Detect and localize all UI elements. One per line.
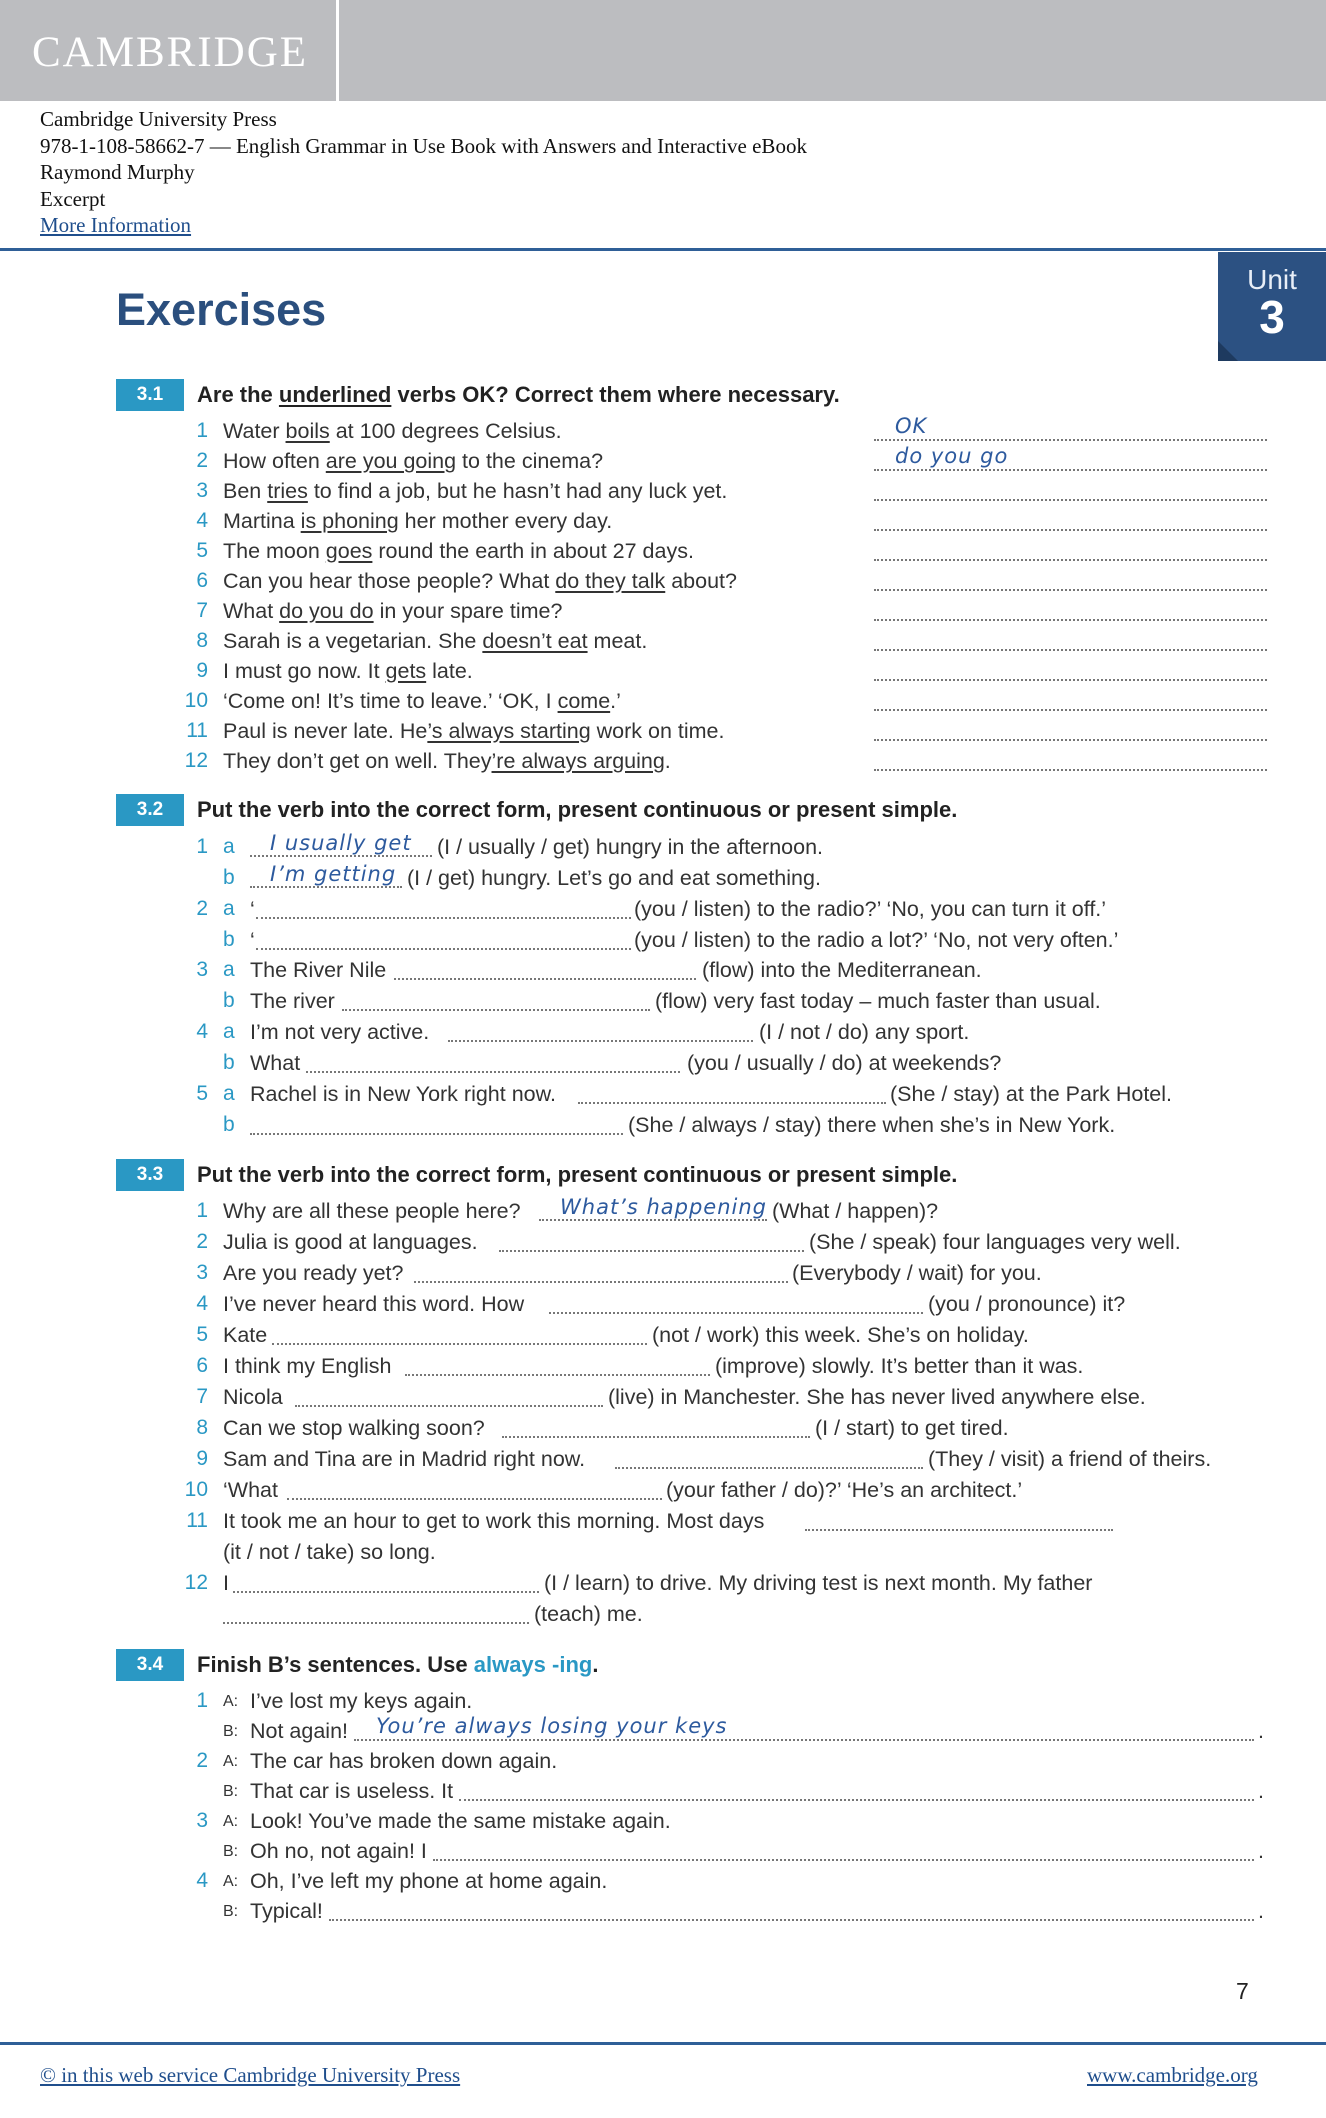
item-number: 2 — [196, 1749, 208, 1772]
item-text: Sarah is a vegetarian. She doesn’t eat meat. — [223, 629, 648, 653]
item-number: 2 — [196, 1230, 208, 1253]
item-text: Sam and Tina are in Madrid right now. — [223, 1447, 586, 1471]
speaker-b-text: Oh no, not again! I — [250, 1839, 427, 1863]
item-text: (not / work) this week. She’s on holiday. — [652, 1323, 1029, 1347]
publication-info — [40, 106, 807, 239]
item-number: 12 — [184, 1571, 208, 1594]
item-number: 3 — [196, 958, 208, 981]
speaker-a-label: A: — [223, 1693, 239, 1710]
answer-blank[interactable] — [539, 1219, 767, 1221]
answer-blank[interactable] — [874, 589, 1267, 591]
answer-blank[interactable] — [414, 1281, 788, 1283]
underlined-verb: tries — [267, 479, 308, 503]
item-text: (you / pronounce) it? — [928, 1292, 1126, 1316]
item-text: The river — [250, 989, 335, 1013]
excerpt-label: Excerpt — [40, 186, 106, 211]
answer-blank[interactable] — [459, 1799, 1254, 1801]
handwritten-answer: What’s happening — [560, 1195, 768, 1219]
underlined-verb: goes — [325, 539, 373, 563]
badge-corner — [1218, 341, 1238, 361]
answer-blank[interactable] — [329, 1919, 1254, 1921]
item-text: (She / always / stay) there when she’s in New York. — [628, 1113, 1116, 1137]
unit-number: 3 — [1259, 291, 1285, 343]
item-number: 9 — [196, 1447, 208, 1470]
item-number: 5 — [196, 1082, 208, 1105]
item-number: 1 — [196, 1199, 208, 1222]
answer-blank[interactable] — [874, 709, 1267, 711]
exercise-number: 3.1 — [116, 379, 184, 411]
exercise-number: 3.4 — [116, 1649, 184, 1681]
answer-blank[interactable] — [306, 1071, 680, 1073]
handwritten-answer: I’m getting — [270, 862, 397, 886]
underlined-verb: doesn’t eat — [482, 629, 588, 653]
answer-blank[interactable] — [233, 1591, 539, 1593]
item-text: Martina is phoning her mother every day. — [223, 509, 613, 533]
underlined-verb: do they talk — [555, 569, 666, 593]
item-number: 4 — [196, 509, 208, 532]
item-letter: a — [223, 897, 235, 920]
item-letter: b — [223, 866, 235, 889]
item-text: The moon goes round the earth in about 27 days. — [223, 539, 694, 563]
item-text: (you / listen) to the radio?’ ‘No, you can turn it off.’ — [634, 897, 1107, 921]
website-link[interactable]: www.cambridge.org — [1087, 2063, 1258, 2087]
publisher: Cambridge University Press — [40, 107, 277, 131]
answer-blank[interactable] — [874, 499, 1267, 501]
item-letter: a — [223, 958, 235, 981]
item-number: 11 — [186, 719, 208, 742]
item-text: Nicola — [223, 1385, 283, 1409]
answer-blank[interactable] — [250, 886, 402, 888]
cambridge-logo: CAMBRIDGE — [32, 29, 309, 76]
item-letter: b — [223, 928, 235, 951]
item-number: 4 — [196, 1292, 208, 1315]
exercise-3-2-header — [116, 794, 957, 826]
answer-blank[interactable] — [874, 769, 1267, 771]
item-number: 5 — [196, 1323, 208, 1346]
unit-badge — [1218, 252, 1326, 361]
item-number: 2 — [196, 897, 208, 920]
item-text: Rachel is in New York right now. — [250, 1082, 556, 1106]
exercise-instruction: Put the verb into the correct form, present continuous or present simple. — [197, 1162, 958, 1187]
handwritten-answer: I usually get — [270, 831, 412, 855]
item-letter: a — [223, 1082, 235, 1105]
item-number: 6 — [196, 1354, 208, 1377]
underlined-verb: ’s always starting — [427, 719, 591, 743]
answer-blank[interactable] — [615, 1467, 923, 1469]
item-text: Julia is good at languages. — [223, 1230, 478, 1254]
sentence-period: . — [1258, 1839, 1264, 1863]
item-text: ‘Come on! It’s time to leave.’ ‘OK, I come.’ — [223, 689, 621, 713]
underlined-verb: ’re always arguing — [491, 749, 665, 773]
item-text: (They / visit) a friend of theirs. — [928, 1447, 1212, 1471]
item-text: I must go now. It gets late. — [223, 659, 473, 683]
exercise-3-1-header — [116, 379, 840, 411]
item-text: (What / happen)? — [772, 1199, 939, 1223]
answer-blank[interactable] — [295, 1405, 603, 1407]
answer-blank[interactable] — [272, 1343, 647, 1345]
answer-blank[interactable] — [874, 619, 1267, 621]
item-number: 4 — [196, 1020, 208, 1043]
exercise-3-3-header — [116, 1159, 957, 1191]
item-text: Are you ready yet? — [223, 1261, 404, 1285]
underlined-verb: boils — [285, 419, 330, 443]
item-number: 6 — [196, 569, 208, 592]
underlined-verb: do you do — [279, 599, 374, 623]
answer-blank[interactable] — [578, 1102, 886, 1104]
answer-blank[interactable] — [499, 1250, 804, 1252]
answer-blank[interactable] — [874, 559, 1267, 561]
item-text: Can we stop walking soon? — [223, 1416, 485, 1440]
speaker-a-text: I’ve lost my keys again. — [250, 1689, 473, 1713]
underlined-verb: gets — [385, 659, 427, 683]
item-number: 1 — [196, 419, 208, 442]
item-text-continued: (teach) me. — [534, 1602, 643, 1626]
item-letter: a — [223, 835, 235, 858]
answer-blank[interactable] — [256, 948, 631, 950]
underlined-verb: are you going — [325, 449, 457, 473]
item-text: The River Nile — [250, 958, 387, 982]
item-text: I’m not very active. — [250, 1020, 430, 1044]
answer-blank[interactable] — [549, 1312, 923, 1314]
sentence-period: . — [1258, 1779, 1264, 1803]
item-number: 3 — [196, 1809, 208, 1832]
item-number: 2 — [196, 449, 208, 472]
footer-rule — [0, 2042, 1326, 2045]
answer-blank[interactable] — [250, 1133, 623, 1135]
item-text: (I / start) to get tired. — [815, 1416, 1009, 1440]
answer-blank[interactable] — [874, 439, 1267, 441]
exercise-instruction: Are the underlined verbs OK? Correct them where necessary. — [197, 382, 840, 407]
sentence-period: . — [1258, 1719, 1264, 1743]
item-text: I’ve never heard this word. How — [223, 1292, 525, 1316]
item-text: (flow) very fast today – much faster than usual. — [655, 989, 1101, 1013]
answer-blank[interactable] — [354, 1739, 1254, 1741]
item-text: What do you do in your spare time? — [223, 599, 563, 623]
item-text: ‘ — [250, 928, 255, 952]
handwritten-answer: OK — [895, 414, 928, 438]
unit-label: Unit — [1247, 264, 1297, 295]
item-text: Ben tries to find a job, but he hasn’t had any luck yet. — [223, 479, 728, 503]
underlined-verb: come — [557, 689, 611, 713]
item-text: (live) in Manchester. She has never lived anywhere else. — [608, 1385, 1146, 1409]
handwritten-answer: do you go — [895, 444, 1009, 468]
answer-blank[interactable] — [874, 529, 1267, 531]
item-number: 10 — [184, 689, 208, 712]
answer-blank[interactable] — [874, 739, 1267, 741]
item-number: 8 — [196, 1416, 208, 1439]
isbn-title: 978-1-108-58662-7 — English Grammar in Use Book with Answers and Interactive eBook — [40, 133, 807, 158]
page-title: Exercises — [116, 284, 327, 335]
item-text: (I / not / do) any sport. — [759, 1020, 970, 1044]
item-text: ‘What — [223, 1478, 278, 1502]
answer-blank[interactable] — [874, 649, 1267, 651]
answer-blank[interactable] — [223, 1622, 529, 1624]
item-number: 7 — [196, 1385, 208, 1408]
underlined-verb: is phoning — [300, 509, 399, 533]
item-number: 1 — [196, 835, 208, 858]
item-text: (She / speak) four languages very well. — [809, 1230, 1181, 1254]
speaker-b-text: Typical! — [250, 1899, 323, 1923]
item-number: 7 — [196, 599, 208, 622]
speaker-a-label: A: — [223, 1753, 239, 1770]
item-text: I — [223, 1571, 229, 1595]
item-number: 4 — [196, 1869, 208, 1892]
item-number: 8 — [196, 629, 208, 652]
answer-blank[interactable] — [405, 1374, 710, 1376]
speaker-b-label: B: — [223, 1903, 239, 1920]
exercise-number: 3.2 — [116, 794, 184, 826]
item-text: They don’t get on well. They’re always arguing. — [223, 749, 671, 773]
item-text: (She / stay) at the Park Hotel. — [890, 1082, 1173, 1106]
item-text: Can you hear those people? What do they talk about? — [223, 569, 737, 593]
speaker-b-label: B: — [223, 1783, 239, 1800]
item-text: Water boils at 100 degrees Celsius. — [223, 419, 562, 443]
item-text: (you / listen) to the radio a lot?’ ‘No, not very often.’ — [634, 928, 1119, 952]
more-information-link[interactable]: More Information — [40, 213, 192, 237]
copyright-link[interactable]: © in this web service Cambridge University Press — [40, 2063, 461, 2087]
speaker-b-label: B: — [223, 1843, 239, 1860]
answer-blank[interactable] — [502, 1436, 810, 1438]
speaker-b-text: Not again! — [250, 1719, 349, 1743]
item-text: (Everybody / wait) for you. — [792, 1261, 1042, 1285]
item-text: I think my English — [223, 1354, 392, 1378]
answer-blank[interactable] — [874, 679, 1267, 681]
item-text: (you / usually / do) at weekends? — [687, 1051, 1002, 1075]
item-text: How often are you going to the cinema? — [223, 449, 604, 473]
item-text: (I / usually / get) hungry in the afternoon. — [437, 835, 824, 859]
answer-blank[interactable] — [256, 917, 631, 919]
handwritten-answer: You’re always losing your keys — [376, 1714, 728, 1738]
item-letter: b — [223, 1051, 235, 1074]
answer-blank[interactable] — [805, 1529, 1113, 1531]
item-letter: b — [223, 1113, 235, 1136]
item-text: (I / learn) to drive. My driving test is next month. My father — [544, 1571, 1093, 1595]
exercise-instruction: Put the verb into the correct form, present continuous or present simple. — [197, 797, 958, 822]
item-letter: a — [223, 1020, 235, 1043]
speaker-a-text: Look! You’ve made the same mistake again. — [250, 1809, 671, 1833]
item-number: 12 — [184, 749, 208, 772]
item-number: 3 — [196, 1261, 208, 1284]
item-number: 3 — [196, 479, 208, 502]
exercise-number: 3.3 — [116, 1159, 184, 1191]
answer-blank[interactable] — [342, 1009, 650, 1011]
speaker-a-text: Oh, I’ve left my phone at home again. — [250, 1869, 608, 1893]
answer-blank[interactable] — [394, 978, 696, 980]
item-text: (I / get) hungry. Let’s go and eat something. — [407, 866, 821, 890]
author: Raymond Murphy — [40, 160, 195, 184]
exercise-3-4-header — [116, 1649, 598, 1681]
item-number: 11 — [186, 1509, 208, 1532]
answer-blank[interactable] — [874, 469, 1267, 471]
item-text: (your father / do)?’ ‘He’s an architect.’ — [666, 1478, 1023, 1502]
speaker-a-label: A: — [223, 1873, 239, 1890]
header-divider — [336, 0, 339, 101]
speaker-a-label: A: — [223, 1813, 239, 1830]
speaker-b-text: That car is useless. It — [250, 1779, 454, 1803]
header-bar — [0, 0, 1326, 101]
item-text: Paul is never late. He’s always starting work on time. — [223, 719, 725, 743]
item-text: (flow) into the Mediterranean. — [702, 958, 982, 982]
item-text: (improve) slowly. It’s better than it was. — [715, 1354, 1084, 1378]
item-text: What — [250, 1051, 301, 1075]
answer-blank[interactable] — [433, 1859, 1254, 1861]
item-text: Why are all these people here? — [223, 1199, 521, 1223]
sentence-period: . — [1258, 1899, 1264, 1923]
exercise-instruction: Finish B’s sentences. Use always -ing. — [197, 1652, 599, 1677]
item-text: Kate — [223, 1323, 268, 1347]
page-number: 7 — [1236, 1978, 1249, 2004]
answer-blank[interactable] — [287, 1498, 662, 1500]
item-text-continued: (it / not / take) so long. — [223, 1540, 436, 1564]
item-letter: b — [223, 989, 235, 1012]
item-number: 10 — [184, 1478, 208, 1501]
answer-blank[interactable] — [250, 855, 432, 857]
item-number: 5 — [196, 539, 208, 562]
item-number: 1 — [196, 1689, 208, 1712]
answer-blank[interactable] — [448, 1040, 753, 1042]
item-number: 9 — [196, 659, 208, 682]
header-rule — [0, 248, 1326, 251]
item-text: ‘ — [250, 897, 255, 921]
item-text: It took me an hour to get to work this morning. Most days — [223, 1509, 765, 1533]
speaker-b-label: B: — [223, 1723, 239, 1740]
speaker-a-text: The car has broken down again. — [250, 1749, 558, 1773]
